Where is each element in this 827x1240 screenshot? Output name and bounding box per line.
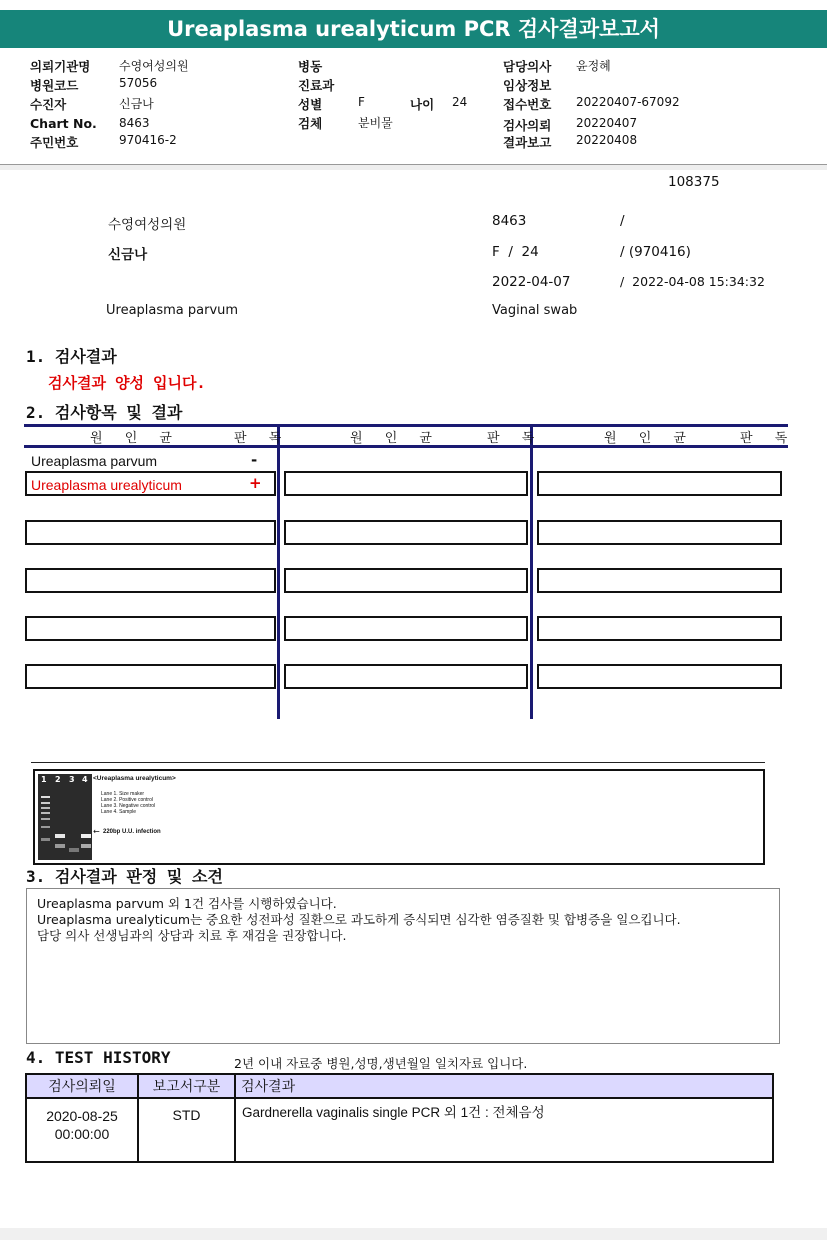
result-cell-empty bbox=[284, 568, 528, 593]
value-result-report: 20220408 bbox=[576, 133, 638, 147]
table-row bbox=[26, 1098, 773, 1162]
value-requesting-institution: 수영여성의원 bbox=[119, 59, 189, 73]
result-name-parvum: Ureaplasma parvum bbox=[31, 453, 158, 469]
section4-title: 4. TEST HISTORY bbox=[26, 1048, 171, 1067]
history-cell-result: Gardnerella vaginalis single PCR 외 1건 : 전체음성 bbox=[235, 1098, 773, 1162]
interpretation-line: 담당 의사 선생님과의 상담과 치료 후 재검을 권장합니다. bbox=[37, 928, 347, 943]
col-header-pathogen-1: 원 인 균 bbox=[90, 431, 181, 446]
gel-legend-lane-1: Lane 1. Size maker bbox=[101, 791, 145, 797]
section2-title: 2. 검사항목 및 결과 bbox=[26, 403, 183, 422]
label-department: 진료과 bbox=[298, 78, 335, 93]
summary-slash: / bbox=[620, 213, 625, 229]
value-resident-number: 970416-2 bbox=[119, 133, 177, 147]
label-receipt-number: 접수번호 bbox=[503, 97, 552, 112]
value-specimen: 분비물 bbox=[358, 116, 393, 130]
result-cell-empty bbox=[537, 471, 782, 496]
value-sex: F bbox=[358, 95, 365, 109]
label-patient: 수진자 bbox=[30, 97, 67, 112]
value-test-request: 20220407 bbox=[576, 116, 638, 130]
label-sex: 성별 bbox=[298, 97, 323, 112]
label-doctor: 담당의사 bbox=[503, 59, 552, 74]
result-cell-empty bbox=[25, 664, 276, 689]
value-hospital-code: 57056 bbox=[119, 76, 158, 90]
label-requesting-institution: 의뢰기관명 bbox=[30, 59, 91, 74]
interpretation-line: Ureaplasma urealyticum는 중요한 성전파성 질환으로 과도하게 증식되면 심각한 염증질환 및 합병증을 일으킵니다. bbox=[37, 912, 681, 927]
summary-specimen: Vaginal swab bbox=[492, 303, 578, 318]
result-cell-empty bbox=[25, 568, 276, 593]
report-id-number: 108375 bbox=[668, 174, 720, 190]
summary-name: 신금나 bbox=[108, 247, 148, 263]
gel-heading: <Ureaplasma urealyticum> bbox=[93, 775, 176, 782]
value-age: 24 bbox=[452, 95, 468, 109]
summary-birth: / (970416) bbox=[620, 244, 691, 260]
result-cell-empty bbox=[284, 471, 528, 496]
summary-report-datetime: / 2022-04-08 15:34:32 bbox=[620, 274, 765, 289]
summary-clinic: 수영여성의원 bbox=[108, 217, 187, 233]
gel-legend-lane-3: Lane 3. Negative control bbox=[101, 803, 156, 809]
col-header-pathogen-3: 원 인 균 bbox=[604, 431, 695, 446]
interpretation-line: Ureaplasma parvum 외 1건 검사를 시행하였습니다. bbox=[37, 896, 337, 911]
summary-chart: 8463 bbox=[492, 213, 527, 229]
col-header-pathogen-2: 원 인 균 bbox=[350, 431, 441, 446]
history-table bbox=[25, 1073, 774, 1163]
result-cell-empty bbox=[537, 520, 782, 545]
gel-legend-lane-2: Lane 2. Positive control bbox=[101, 797, 153, 803]
gel-lane-label: 2 bbox=[55, 775, 61, 784]
label-specimen: 검체 bbox=[298, 116, 323, 131]
history-header-date: 검사의뢰일 bbox=[26, 1074, 138, 1098]
section4-note: 2년 이내 자료중 병원,성명,생년월일 일치자료 입니다. bbox=[234, 1056, 528, 1071]
result-cell-empty bbox=[537, 616, 782, 641]
label-hospital-code: 병원코드 bbox=[30, 78, 79, 93]
summary-test-item: Ureaplasma parvum bbox=[106, 303, 239, 318]
grid-col-divider-1 bbox=[277, 424, 280, 719]
history-date: 2020-08-25 bbox=[46, 1108, 118, 1124]
result-cell-empty bbox=[25, 616, 276, 641]
result-cell-empty bbox=[284, 520, 528, 545]
gel-legend-lane-4: Lane 4. Sample bbox=[101, 809, 137, 815]
gel-electrophoresis-image bbox=[38, 774, 92, 860]
value-doctor: 윤정혜 bbox=[576, 59, 611, 73]
history-header-type: 보고서구분 bbox=[138, 1074, 235, 1098]
gel-lane-label: 1 bbox=[41, 775, 47, 784]
label-ward: 병동 bbox=[298, 59, 323, 74]
section1-title: 1. 검사결과 bbox=[26, 347, 117, 366]
page-bottom-band bbox=[0, 1228, 827, 1240]
result-cell-empty bbox=[537, 568, 782, 593]
col-header-judgement-2: 판 독 bbox=[487, 431, 544, 446]
result-cell-empty bbox=[537, 664, 782, 689]
header-divider-shade bbox=[0, 165, 827, 170]
result-value-urealyticum: + bbox=[249, 474, 262, 492]
section1-result: 검사결과 양성 입니다. bbox=[48, 374, 206, 392]
result-name-urealyticum: Ureaplasma urealyticum bbox=[31, 477, 182, 493]
summary-sex-age: F / 24 bbox=[492, 244, 539, 260]
gel-lane-label: 3 bbox=[69, 775, 75, 784]
label-resident-number: 주민번호 bbox=[30, 135, 79, 150]
history-time: 00:00:00 bbox=[54, 1126, 110, 1142]
result-cell-empty bbox=[284, 664, 528, 689]
gel-bands-graphic bbox=[38, 774, 92, 860]
result-value-parvum: - bbox=[251, 451, 258, 469]
gel-image-panel bbox=[33, 769, 765, 865]
label-clinical-info: 임상정보 bbox=[503, 78, 552, 93]
col-header-judgement-3: 판 독 bbox=[740, 431, 797, 446]
gel-lane-label: 4 bbox=[82, 775, 88, 784]
value-patient: 신금나 bbox=[119, 97, 154, 111]
result-cell-empty bbox=[25, 520, 276, 545]
gel-top-rule bbox=[31, 762, 765, 763]
interpretation-box bbox=[26, 888, 780, 1044]
label-chart-no: Chart No. bbox=[30, 116, 97, 131]
result-cell-empty bbox=[284, 616, 528, 641]
results-grid bbox=[24, 424, 797, 720]
report-title: Ureaplasma urealyticum PCR 검사결과보고서 bbox=[0, 10, 827, 48]
history-header-result: 검사결과 bbox=[235, 1074, 773, 1098]
gel-band-label: 220bp U.U. infection bbox=[103, 829, 161, 835]
grid-col-divider-2 bbox=[530, 424, 533, 719]
history-cell-date bbox=[26, 1098, 138, 1162]
value-receipt-number: 20220407-67092 bbox=[576, 95, 680, 109]
arrow-left-icon: ← bbox=[93, 827, 100, 836]
header-info bbox=[0, 54, 827, 154]
section3-title: 3. 검사결과 판정 및 소견 bbox=[26, 867, 223, 886]
col-header-judgement-1: 판 독 bbox=[234, 431, 291, 446]
label-result-report: 결과보고 bbox=[503, 135, 552, 150]
summary-request-date: 2022-04-07 bbox=[492, 274, 571, 290]
value-chart-no: 8463 bbox=[119, 116, 150, 130]
history-cell-type: STD bbox=[138, 1098, 235, 1162]
label-test-request: 검사의뢰 bbox=[503, 118, 552, 133]
label-age: 나이 bbox=[410, 97, 435, 112]
